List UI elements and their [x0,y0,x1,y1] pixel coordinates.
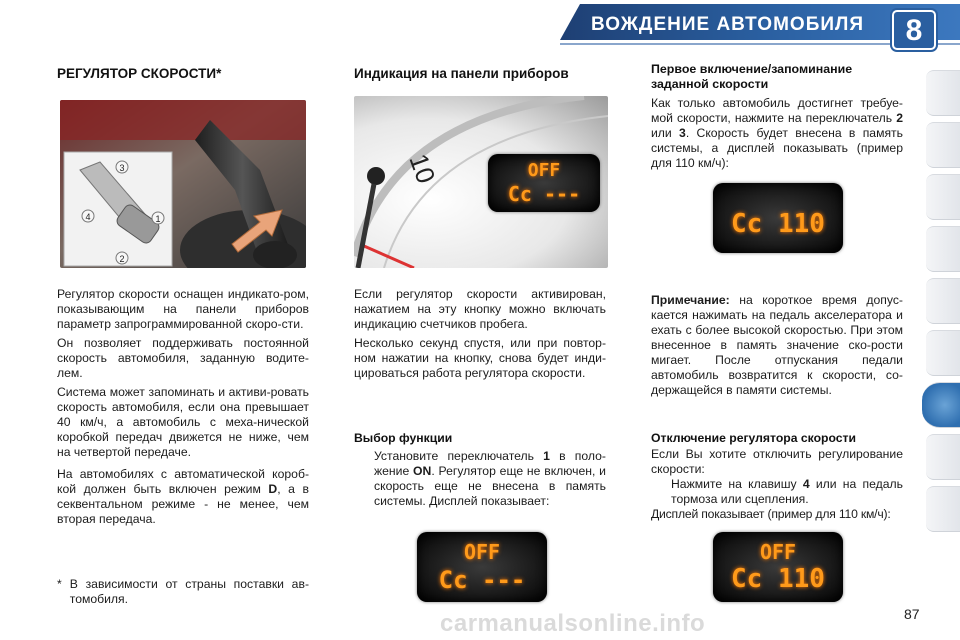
side-tab[interactable] [926,226,960,272]
instrument-cluster-photo [354,96,608,268]
steering-stalk-photo [60,100,306,268]
automatic-gearbox-note: На автомобилях с автоматической короб-кой должен быть включен режим D, а в секвентальном режиме - не менее, чем вторая передача. [57,467,309,526]
note-label: Примечание: [651,293,730,307]
section-title-indication: Индикация на панели приборов [354,66,569,81]
section-title-first-activation: Первое включение/запоминание заданной скорости [651,62,853,91]
first-activation-text: Как только автомобиль достигнет требуе-мой скорости, нажмите на переключатель 2 или 3. Скорость будет внесена в память системы, а дисплей показывать (пример для 110 км/ч): [651,96,903,170]
photo-label: 3 [119,163,125,173]
display-line2: Cc 110 [731,564,825,594]
paragraph: Несколько секунд спустя, или при повтор-ном нажатии на кнопку, снова будет инди-цироваться работа регулятора скорости. [354,336,606,380]
photo-label: 4 [85,212,91,222]
photo-label: 1 [155,214,161,224]
select-function-step: Установите переключатель 1 в поло-жение ON. Регулятор еще не включен, и скорость еще не внесена в память системы. Дисплей показывает: [354,449,606,509]
display-line1: OFF [463,540,501,564]
chapter-number-badge: 8 [892,10,936,50]
bullet-icon [354,449,366,509]
paragraph: Система может запоминать и активи-ровать скорость автомобиля, если она превышает 40 км/ч, а автомобиль с меха-нической коробкой передач движется не ниже, чем на четвертой передаче. [57,385,309,459]
side-tab[interactable] [926,70,960,116]
photo-label: 2 [119,254,125,264]
cluster-display [488,154,600,212]
mode-d: D [268,482,278,496]
side-tab[interactable] [926,122,960,168]
footnote-text: В зависимости от страны поставки ав-томобиля. [69,577,309,606]
display-line2: Cc --- [438,566,526,594]
display-cc-110 [713,183,843,253]
display-off-cc [417,532,547,602]
switch-off-step: Нажмите на клавишу 4 или на педаль тормоза или сцепления. [651,477,903,507]
switch-off-intro: Если Вы хотите отключить регулирование скорости: [651,447,903,476]
note: Примечание: на короткое время допус-кается нажимать на педаль акселератора и ехать с более высокой скоростью. При этом внесенное в память значение ско-рости мигает. После отпускания педали автомобиль возвратится к скорости, со-держащейся в памяти системы. [651,293,903,397]
paragraph: Если регулятор скорости активирован, нажатием на эту кнопку можно включать индикацию счетчиков пробега. [354,287,606,331]
display-caption: Дисплей показывает (пример для 110 км/ч): [651,507,891,521]
subhead-select-function: Выбор функции [354,431,453,445]
side-tab[interactable] [926,434,960,480]
display-line1: OFF [759,540,797,564]
footnote-mark: * [57,577,62,591]
bullet-icon [651,477,663,507]
subhead-switch-off: Отключение регулятора скорости [651,431,857,445]
chapter-side-tabs [926,70,960,580]
side-tab[interactable] [926,486,960,532]
paragraph: Он позволяет поддерживать постоянной скорость автомобиля, заданную водите-лем. [57,336,309,380]
side-tab-active[interactable] [922,382,960,428]
col2-body [354,287,606,385]
side-tab[interactable] [926,174,960,220]
chapter-title: ВОЖДЕНИЕ АВТОМОБИЛЯ [590,14,864,35]
display-line2: Cc --- [507,182,581,206]
footnote [57,577,309,607]
watermark: carmanualsonline.info [440,610,706,637]
paragraph: Регулятор скорости оснащен индикато-ром, показывающим на панели приборов параметр запрограммированной скоро-сти. [57,287,309,331]
display-line1: OFF [527,160,561,181]
side-tab[interactable] [926,278,960,324]
svg-text:10: 10 [403,149,442,188]
page-number: 87 [904,606,920,622]
col1-body [57,287,309,464]
display-off-cc-110 [713,532,843,602]
section-title-cruise-control: РЕГУЛЯТОР СКОРОСТИ* [57,66,222,81]
display-line2: Cc 110 [731,209,825,239]
side-tab[interactable] [926,330,960,376]
